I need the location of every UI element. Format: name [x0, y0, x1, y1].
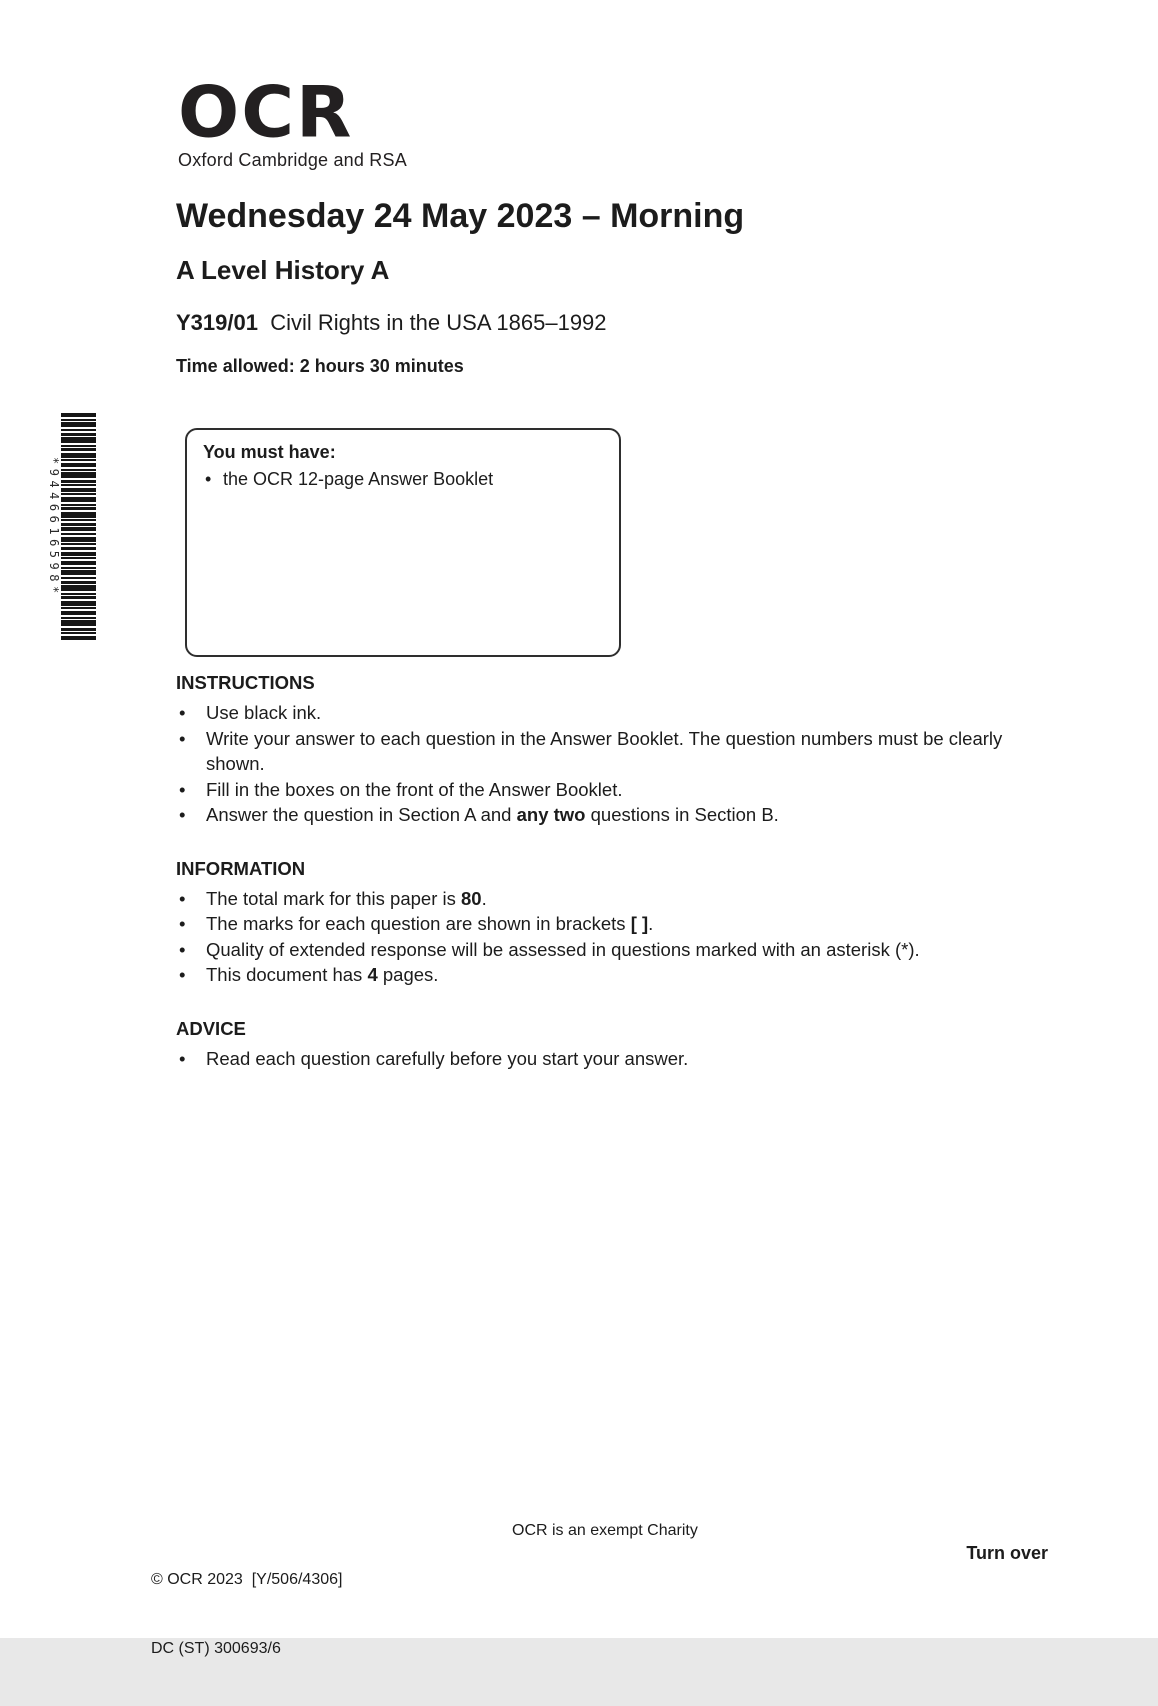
instructions-list [176, 700, 1054, 828]
advice-list [176, 1046, 1054, 1072]
list-item: • This document has 4 pages. [176, 962, 1054, 988]
paper-code-gap [258, 310, 270, 335]
barcode-bars-graphic [61, 413, 96, 641]
list-item: • Quality of extended response will be assessed in questions marked with an asterisk (*). [176, 937, 1054, 963]
section-instructions [176, 672, 1054, 828]
list-item: • The marks for each question are shown in brackets [ ]. [176, 911, 1054, 937]
list-item: • Read each question carefully before you start your answer. [176, 1046, 1054, 1072]
list-item: • The total mark for this paper is 80. [176, 886, 1054, 912]
barcode [46, 413, 96, 641]
qualification-title: A Level History A [176, 254, 390, 285]
paper-code: Y319/01 [176, 309, 258, 335]
time-allowed: Time allowed: 2 hours 30 minutes [176, 355, 464, 376]
information-heading: INFORMATION [176, 857, 306, 879]
list-item: • the OCR 12-page Answer Booklet [203, 467, 603, 491]
list-item: • Fill in the boxes on the front of the Answer Booklet. [176, 777, 1054, 803]
ocr-logo-text: OCR [178, 70, 354, 154]
footer-left [151, 1522, 342, 1706]
footer-copyright: © OCR 2023 [Y/506/4306] [151, 1571, 343, 1588]
title-block [176, 196, 1076, 377]
ocr-logo [178, 70, 407, 171]
footer-charity-note: OCR is an exempt Charity [512, 1522, 698, 1539]
information-list [176, 886, 1054, 988]
footer-doc-code: DC (ST) 300693/6 [151, 1640, 281, 1657]
ocr-logo-subtitle: Oxford Cambridge and RSA [178, 150, 407, 170]
paper-name: Civil Rights in the USA 1865–1992 [270, 309, 607, 335]
you-must-have-box [185, 428, 621, 657]
you-must-have-heading: You must have: [203, 442, 336, 462]
list-item: • Answer the question in Section A and any two questions in Section B. [176, 802, 1054, 828]
advice-heading: ADVICE [176, 1017, 246, 1039]
section-advice [176, 1018, 1054, 1072]
list-item: • Use black ink. [176, 700, 1054, 726]
you-must-have-list [203, 467, 603, 491]
instructions-heading: INSTRUCTIONS [176, 672, 315, 693]
turn-over-label: Turn over [966, 1543, 1048, 1563]
paper-line [176, 310, 1076, 336]
list-item: • Write your answer to each question in the Answer Booklet. The question numbers must be clearly shown. [176, 726, 1054, 777]
section-information [176, 858, 1054, 988]
notice-sections [176, 672, 1054, 1101]
page-title: Wednesday 24 May 2023 – Morning [176, 197, 745, 235]
barcode-digits: *9446616598* [47, 456, 61, 598]
